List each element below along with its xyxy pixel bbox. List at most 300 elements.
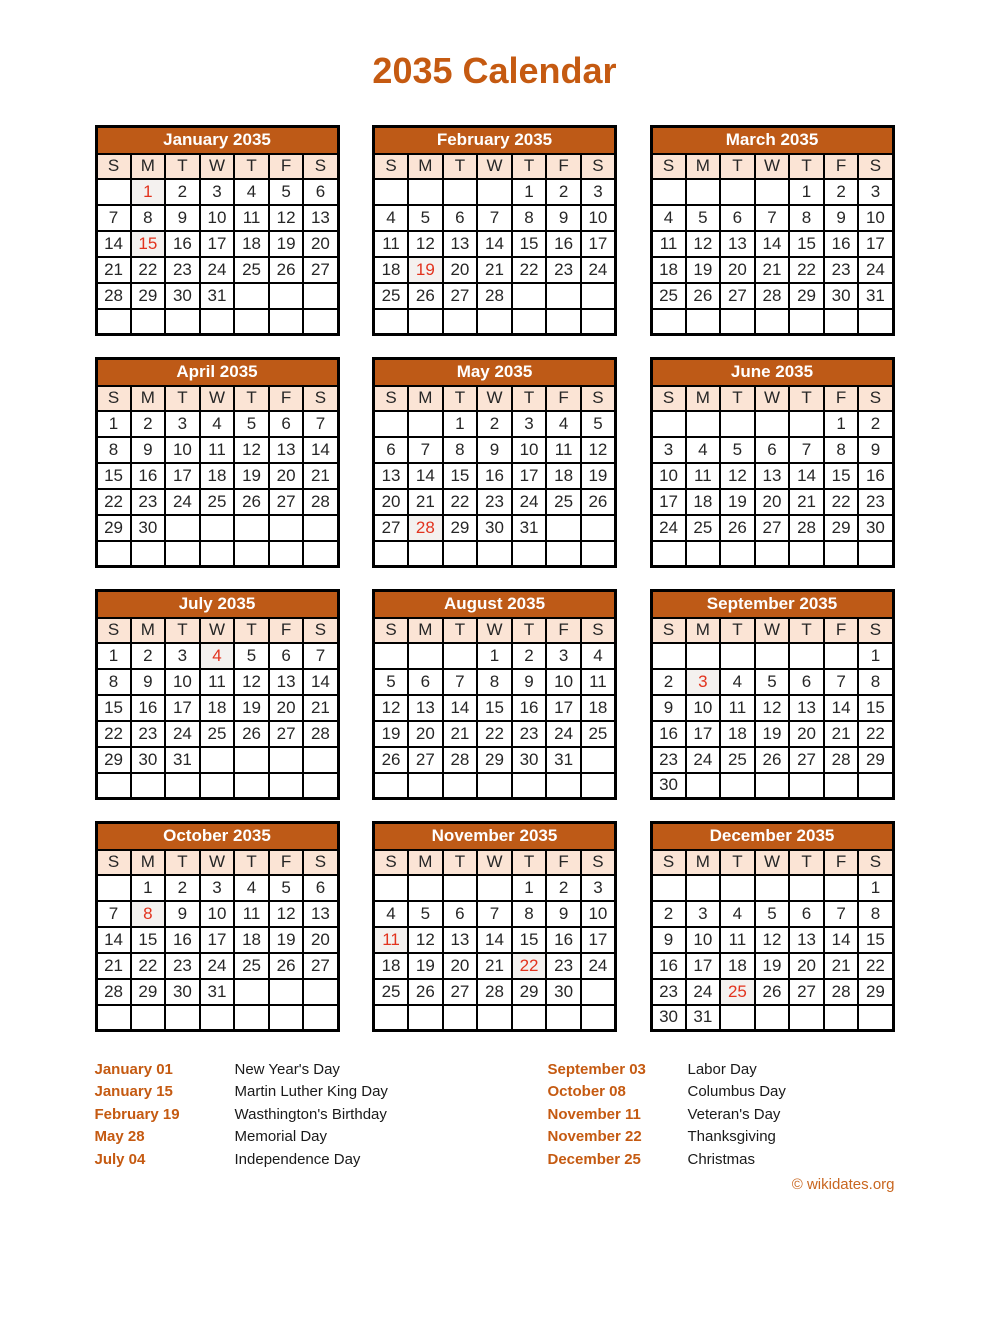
holiday-name: New Year's Day: [234, 1060, 340, 1078]
empty-cell: [200, 747, 235, 773]
weekday-header: S: [96, 618, 131, 643]
holiday-name: Columbus Day: [687, 1083, 786, 1101]
day-cell: 28: [755, 283, 790, 309]
day-cell: 4: [234, 179, 269, 205]
day-cell: 13: [789, 927, 824, 953]
day-cell: 17: [858, 231, 893, 257]
day-cell: 4: [720, 901, 755, 927]
empty-cell: [165, 515, 200, 541]
empty-cell: [651, 541, 686, 567]
day-cell: 21: [824, 721, 859, 747]
day-cell: 18: [200, 695, 235, 721]
empty-cell: [858, 1005, 893, 1031]
day-cell: 25: [374, 979, 409, 1005]
holiday-date: November 11: [547, 1105, 641, 1123]
day-cell: 17: [581, 231, 616, 257]
day-cell: 19: [269, 231, 304, 257]
weekday-header: S: [651, 618, 686, 643]
weekday-header: W: [477, 850, 512, 875]
day-cell: 13: [374, 463, 409, 489]
empty-cell: [546, 541, 581, 567]
empty-cell: [408, 1005, 443, 1031]
empty-cell: [269, 309, 304, 335]
day-cell: 24: [512, 489, 547, 515]
day-cell: 25: [651, 283, 686, 309]
day-cell: 20: [303, 231, 338, 257]
day-cell: 28: [443, 747, 478, 773]
day-cell: 1: [789, 179, 824, 205]
holiday-row: [548, 1103, 895, 1126]
day-cell: 30: [131, 747, 166, 773]
weekday-header: T: [512, 154, 547, 179]
day-cell: 23: [131, 489, 166, 515]
day-cell: 24: [858, 257, 893, 283]
holiday-list-right-column: [548, 1058, 895, 1171]
day-cell: 13: [303, 901, 338, 927]
empty-cell: [581, 979, 616, 1005]
day-cell: 14: [443, 695, 478, 721]
day-cell: 20: [755, 489, 790, 515]
weekday-header: S: [581, 850, 616, 875]
weekday-header: W: [200, 618, 235, 643]
day-cell: 24: [581, 257, 616, 283]
day-cell: 2: [477, 411, 512, 437]
day-cell: 9: [131, 669, 166, 695]
day-cell: 25: [200, 489, 235, 515]
weekday-header: T: [234, 850, 269, 875]
day-cell: 6: [269, 643, 304, 669]
day-cell-holiday: 3: [686, 669, 721, 695]
day-cell: 11: [720, 927, 755, 953]
holiday-name: Veteran's Day: [687, 1105, 781, 1123]
day-cell: 12: [234, 437, 269, 463]
empty-cell: [131, 309, 166, 335]
day-cell: 12: [720, 463, 755, 489]
day-cell: 11: [200, 437, 235, 463]
empty-cell: [651, 875, 686, 901]
month-july-2035: [95, 589, 340, 800]
month-title: October 2035: [96, 823, 338, 850]
day-cell: 27: [720, 283, 755, 309]
day-cell: 22: [824, 489, 859, 515]
day-cell: 28: [303, 489, 338, 515]
day-cell: 21: [789, 489, 824, 515]
day-cell: 17: [546, 695, 581, 721]
day-cell: 13: [303, 205, 338, 231]
holiday-row: [95, 1148, 548, 1171]
day-cell: 28: [824, 747, 859, 773]
day-cell: 13: [269, 669, 304, 695]
empty-cell: [720, 773, 755, 799]
day-cell: 25: [720, 747, 755, 773]
day-cell: 13: [443, 927, 478, 953]
empty-cell: [858, 309, 893, 335]
day-cell: 4: [546, 411, 581, 437]
month-title: December 2035: [651, 823, 893, 850]
weekday-header: F: [824, 850, 859, 875]
day-cell: 21: [477, 257, 512, 283]
day-cell: 14: [408, 463, 443, 489]
day-cell: 16: [131, 463, 166, 489]
day-cell: 6: [789, 901, 824, 927]
empty-cell: [581, 309, 616, 335]
day-cell: 16: [546, 927, 581, 953]
day-cell: 17: [651, 489, 686, 515]
day-cell: 24: [546, 721, 581, 747]
day-cell: 11: [234, 205, 269, 231]
day-cell: 9: [546, 205, 581, 231]
day-cell: 9: [546, 901, 581, 927]
empty-cell: [443, 773, 478, 799]
day-cell: 9: [477, 437, 512, 463]
day-cell: 7: [303, 411, 338, 437]
day-cell: 28: [96, 283, 131, 309]
empty-cell: [824, 643, 859, 669]
day-cell: 18: [546, 463, 581, 489]
holiday-name: Christmas: [687, 1150, 756, 1168]
empty-cell: [546, 309, 581, 335]
day-cell: 20: [269, 695, 304, 721]
day-cell-holiday: 25: [720, 979, 755, 1005]
day-cell: 30: [546, 979, 581, 1005]
day-cell: 18: [374, 257, 409, 283]
day-cell: 21: [303, 695, 338, 721]
empty-cell: [581, 747, 616, 773]
holiday-list: [95, 1058, 895, 1171]
day-cell: 4: [651, 205, 686, 231]
day-cell: 17: [165, 463, 200, 489]
weekday-header: F: [269, 386, 304, 411]
month-january-2035: [95, 125, 340, 336]
empty-cell: [234, 773, 269, 799]
day-cell: 22: [131, 257, 166, 283]
day-cell: 19: [269, 927, 304, 953]
empty-cell: [234, 309, 269, 335]
day-cell: 21: [96, 257, 131, 283]
weekday-header: S: [858, 154, 893, 179]
day-cell: 30: [651, 1005, 686, 1031]
empty-cell: [581, 283, 616, 309]
month-june-2035: [650, 357, 895, 568]
day-cell: 6: [303, 875, 338, 901]
empty-cell: [789, 309, 824, 335]
day-cell-holiday: 4: [200, 643, 235, 669]
day-cell: 8: [858, 901, 893, 927]
empty-cell: [131, 541, 166, 567]
empty-cell: [477, 875, 512, 901]
day-cell: 8: [131, 205, 166, 231]
empty-cell: [165, 1005, 200, 1031]
day-cell: 10: [858, 205, 893, 231]
weekday-header: S: [651, 154, 686, 179]
month-title: August 2035: [374, 591, 616, 618]
empty-cell: [755, 179, 790, 205]
day-cell: 21: [303, 463, 338, 489]
day-cell: 8: [477, 669, 512, 695]
day-cell: 28: [477, 979, 512, 1005]
day-cell: 9: [858, 437, 893, 463]
day-cell: 14: [96, 927, 131, 953]
weekday-header: W: [755, 618, 790, 643]
holiday-date: December 25: [547, 1150, 641, 1168]
day-cell: 22: [477, 721, 512, 747]
holiday-name: Wasthington's Birthday: [234, 1105, 387, 1123]
empty-cell: [303, 309, 338, 335]
day-cell: 26: [686, 283, 721, 309]
day-cell: 18: [200, 463, 235, 489]
weekday-header: M: [131, 850, 166, 875]
day-cell: 26: [408, 283, 443, 309]
day-cell: 26: [408, 979, 443, 1005]
day-cell: 16: [165, 231, 200, 257]
day-cell: 14: [303, 437, 338, 463]
day-cell: 28: [303, 721, 338, 747]
day-cell: 21: [824, 953, 859, 979]
weekday-header: M: [408, 850, 443, 875]
day-cell: 16: [824, 231, 859, 257]
holiday-name: Labor Day: [687, 1060, 757, 1078]
day-cell: 17: [686, 721, 721, 747]
empty-cell: [546, 283, 581, 309]
month-title: September 2035: [651, 591, 893, 618]
day-cell-holiday: 8: [131, 901, 166, 927]
day-cell: 25: [234, 953, 269, 979]
day-cell: 9: [165, 205, 200, 231]
day-cell: 24: [165, 721, 200, 747]
empty-cell: [303, 773, 338, 799]
empty-cell: [269, 1005, 304, 1031]
empty-cell: [269, 747, 304, 773]
day-cell: 23: [651, 979, 686, 1005]
day-cell: 29: [443, 515, 478, 541]
day-cell: 10: [581, 901, 616, 927]
weekday-header: S: [858, 618, 893, 643]
weekday-header: T: [512, 386, 547, 411]
empty-cell: [374, 875, 409, 901]
day-cell: 7: [96, 205, 131, 231]
empty-cell: [720, 1005, 755, 1031]
day-cell: 27: [755, 515, 790, 541]
empty-cell: [96, 541, 131, 567]
day-cell: 17: [200, 927, 235, 953]
day-cell: 19: [581, 463, 616, 489]
day-cell: 3: [581, 179, 616, 205]
day-cell: 24: [581, 953, 616, 979]
day-cell: 9: [651, 927, 686, 953]
empty-cell: [269, 979, 304, 1005]
weekday-header: T: [512, 618, 547, 643]
weekday-header: M: [686, 386, 721, 411]
empty-cell: [755, 875, 790, 901]
empty-cell: [512, 541, 547, 567]
empty-cell: [720, 411, 755, 437]
weekday-header: T: [443, 850, 478, 875]
day-cell: 10: [546, 669, 581, 695]
day-cell: 21: [477, 953, 512, 979]
day-cell: 20: [374, 489, 409, 515]
weekday-header: S: [858, 850, 893, 875]
day-cell: 1: [824, 411, 859, 437]
empty-cell: [303, 1005, 338, 1031]
day-cell: 28: [96, 979, 131, 1005]
day-cell: 1: [858, 643, 893, 669]
day-cell: 16: [651, 953, 686, 979]
month-title: January 2035: [96, 127, 338, 154]
day-cell: 16: [131, 695, 166, 721]
day-cell: 19: [234, 463, 269, 489]
day-cell: 25: [374, 283, 409, 309]
day-cell: 20: [789, 721, 824, 747]
day-cell: 5: [374, 669, 409, 695]
empty-cell: [374, 541, 409, 567]
day-cell: 20: [269, 463, 304, 489]
empty-cell: [200, 309, 235, 335]
day-cell: 18: [686, 489, 721, 515]
weekday-header: T: [789, 850, 824, 875]
weekday-header: W: [477, 386, 512, 411]
day-cell: 29: [477, 747, 512, 773]
empty-cell: [443, 309, 478, 335]
day-cell: 8: [858, 669, 893, 695]
empty-cell: [546, 515, 581, 541]
weekday-header: M: [408, 154, 443, 179]
day-cell: 31: [200, 283, 235, 309]
day-cell: 10: [200, 901, 235, 927]
day-cell: 6: [443, 901, 478, 927]
weekday-header: M: [131, 618, 166, 643]
day-cell: 22: [131, 953, 166, 979]
day-cell: 12: [374, 695, 409, 721]
weekday-header: M: [686, 850, 721, 875]
weekday-header: M: [131, 386, 166, 411]
empty-cell: [303, 515, 338, 541]
day-cell: 12: [581, 437, 616, 463]
empty-cell: [651, 309, 686, 335]
day-cell: 7: [96, 901, 131, 927]
holiday-date: July 04: [94, 1150, 146, 1168]
empty-cell: [374, 773, 409, 799]
day-cell: 20: [443, 953, 478, 979]
day-cell: 18: [234, 927, 269, 953]
empty-cell: [443, 541, 478, 567]
day-cell: 5: [408, 205, 443, 231]
day-cell: 12: [234, 669, 269, 695]
day-cell: 13: [269, 437, 304, 463]
empty-cell: [581, 515, 616, 541]
empty-cell: [269, 541, 304, 567]
weekday-header: S: [651, 386, 686, 411]
day-cell: 13: [408, 695, 443, 721]
day-cell: 16: [165, 927, 200, 953]
day-cell: 24: [686, 747, 721, 773]
day-cell: 12: [686, 231, 721, 257]
weekday-header: T: [789, 618, 824, 643]
weekday-header: S: [303, 386, 338, 411]
day-cell: 2: [824, 179, 859, 205]
empty-cell: [755, 541, 790, 567]
weekday-header: T: [443, 618, 478, 643]
day-cell: 1: [477, 643, 512, 669]
day-cell: 27: [303, 953, 338, 979]
day-cell: 30: [165, 979, 200, 1005]
day-cell: 17: [581, 927, 616, 953]
empty-cell: [686, 773, 721, 799]
empty-cell: [686, 411, 721, 437]
day-cell: 30: [651, 773, 686, 799]
day-cell: 24: [651, 515, 686, 541]
holiday-name: Martin Luther King Day: [234, 1083, 388, 1101]
day-cell: 11: [581, 669, 616, 695]
day-cell-holiday: 11: [374, 927, 409, 953]
day-cell: 17: [512, 463, 547, 489]
month-october-2035: [95, 821, 340, 1032]
day-cell: 5: [269, 875, 304, 901]
weekday-header: S: [581, 618, 616, 643]
day-cell: 16: [651, 721, 686, 747]
empty-cell: [408, 179, 443, 205]
day-cell: 30: [165, 283, 200, 309]
day-cell: 26: [755, 979, 790, 1005]
weekday-header: T: [165, 154, 200, 179]
day-cell: 12: [408, 927, 443, 953]
day-cell: 2: [651, 669, 686, 695]
day-cell: 7: [443, 669, 478, 695]
empty-cell: [755, 773, 790, 799]
empty-cell: [443, 643, 478, 669]
day-cell: 12: [755, 927, 790, 953]
day-cell: 17: [686, 953, 721, 979]
day-cell: 26: [234, 489, 269, 515]
day-cell: 15: [96, 695, 131, 721]
day-cell: 10: [512, 437, 547, 463]
weekday-header: F: [546, 850, 581, 875]
day-cell: 4: [234, 875, 269, 901]
weekday-header: T: [234, 618, 269, 643]
day-cell: 15: [443, 463, 478, 489]
day-cell: 29: [96, 515, 131, 541]
weekday-header: S: [374, 154, 409, 179]
month-title: November 2035: [374, 823, 616, 850]
day-cell: 25: [686, 515, 721, 541]
copyright-notice: © wikidates.org: [791, 1175, 895, 1193]
empty-cell: [408, 643, 443, 669]
empty-cell: [374, 309, 409, 335]
day-cell: 1: [96, 411, 131, 437]
holiday-name: Thanksgiving: [687, 1128, 776, 1146]
day-cell: 6: [269, 411, 304, 437]
weekday-header: M: [408, 618, 443, 643]
day-cell: 3: [546, 643, 581, 669]
day-cell: 20: [789, 953, 824, 979]
day-cell: 24: [200, 257, 235, 283]
empty-cell: [789, 1005, 824, 1031]
day-cell: 31: [200, 979, 235, 1005]
day-cell: 14: [755, 231, 790, 257]
day-cell: 29: [858, 979, 893, 1005]
weekday-header: T: [512, 850, 547, 875]
empty-cell: [720, 875, 755, 901]
day-cell: 7: [303, 643, 338, 669]
page-title: 2035 Calendar: [372, 50, 617, 91]
day-cell: 19: [755, 953, 790, 979]
weekday-header: W: [755, 850, 790, 875]
holiday-date: January 01: [94, 1060, 173, 1078]
day-cell: 11: [234, 901, 269, 927]
weekday-header: F: [824, 618, 859, 643]
weekday-header: T: [720, 618, 755, 643]
holiday-row: [548, 1148, 895, 1171]
empty-cell: [200, 773, 235, 799]
